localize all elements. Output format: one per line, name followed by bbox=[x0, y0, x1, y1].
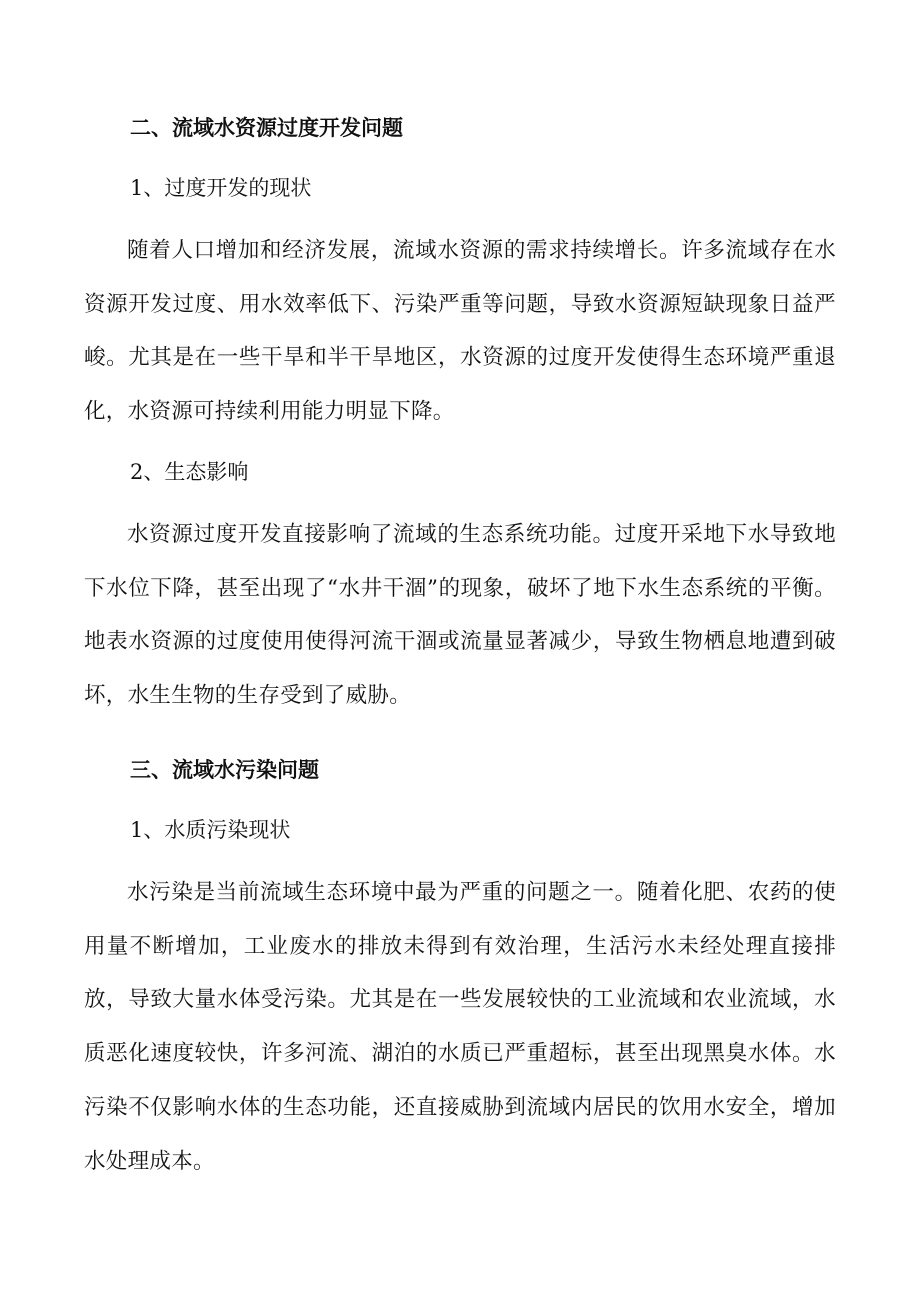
subheading-water-quality-status: 1、水质污染现状 bbox=[130, 818, 291, 842]
paragraph-ecological-impact: 水资源过度开发直接影响了流域的生态系统功能。过度开采地下水导致地下水位下降，甚至出现了“水井干涸”的现象，破坏了地下水生态系统的平衡。地表水资源的过度使用使得河流干涸或流量显著减少，导致生物栖息地遭到破坏，水生生物的生存受到了威胁。 bbox=[84, 522, 836, 709]
paragraph-current-status: 随着人口增加和经济发展，流域水资源的需求持续增长。许多流域存在水资源开发过度、用水效率低下、污染严重等问题，导致水资源短缺现象日益严峻。尤其是在一些干旱和半干旱地区，水资源的过度开发使得生态环境严重退化，水资源可持续利用能力明显下降。 bbox=[84, 238, 836, 425]
subheading-ecological-impact: 2、生态影响 bbox=[130, 460, 249, 484]
subheading-current-status: 1、过度开发的现状 bbox=[130, 176, 312, 200]
section-heading-overdevelopment: 二、流域水资源过度开发问题 bbox=[130, 116, 403, 140]
section-heading-water-pollution: 三、流域水污染问题 bbox=[130, 758, 319, 782]
paragraph-water-quality-status: 水污染是当前流域生态环境中最为严重的问题之一。随着化肥、农药的使用量不断增加，工业废水的排放未得到有效治理，生活污水未经处理直接排放，导致大量水体受污染。尤其是在一些发展较快的工业流域和农业流域，水质恶化速度较快，许多河流、湖泊的水质已严重超标，甚至出现黑臭水体。水污染不仅影响水体的生态功能，还直接威胁到流域内居民的饮用水安全，增加水处理成本。 bbox=[84, 880, 836, 1174]
